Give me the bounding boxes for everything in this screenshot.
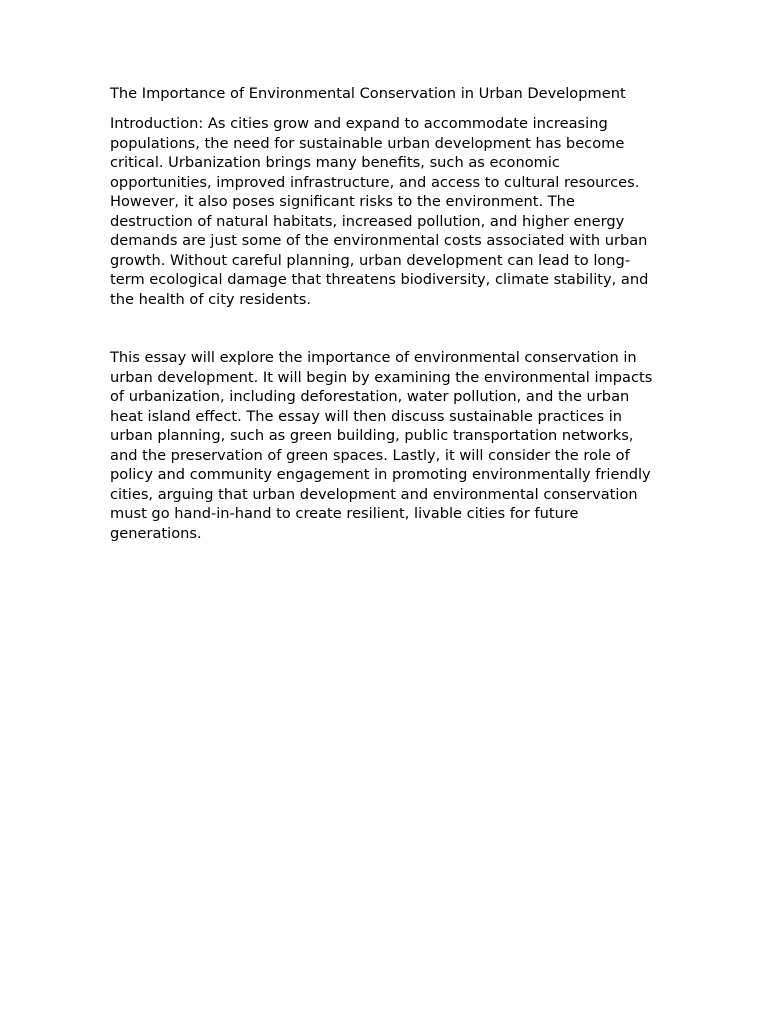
paragraph-essay-outline: This essay will explore the importance of environmental conservation in urban development. It will begin by examining the environmental impacts of urbanization, including deforestation, water pollution, and the urban heat island effect. The essay will then discuss sustainable practices in urban planning, such as green building, public transportation networks, and the preservation of green spaces. Lastly, it will consider the role of policy and community engagement in promoting environmentally friendly cities, arguing that urban development and environmental conservation must go hand-in-hand to create resilient, livable cities for future generations. bbox=[110, 349, 653, 542]
document-page bbox=[110, 84, 662, 543]
paragraph-introduction: Introduction: As cities grow and expand to accommodate increasing populations, the need for sustainable urban development has become critical. Urbanization brings many benefits, such as economic opportunities, improved infrastructure, and access to cultural resources. However, it also poses significant risks to the environment. The destruction of natural habitats, increased pollution, and higher energy demands are just some of the environmental costs associated with urban growth. Without careful planning, urban development can lead to long-term ecological damage that threatens biodiversity, climate stability, and the health of city residents. bbox=[110, 115, 649, 308]
document-title: The Importance of Environmental Conservation in Urban Development bbox=[110, 85, 626, 102]
